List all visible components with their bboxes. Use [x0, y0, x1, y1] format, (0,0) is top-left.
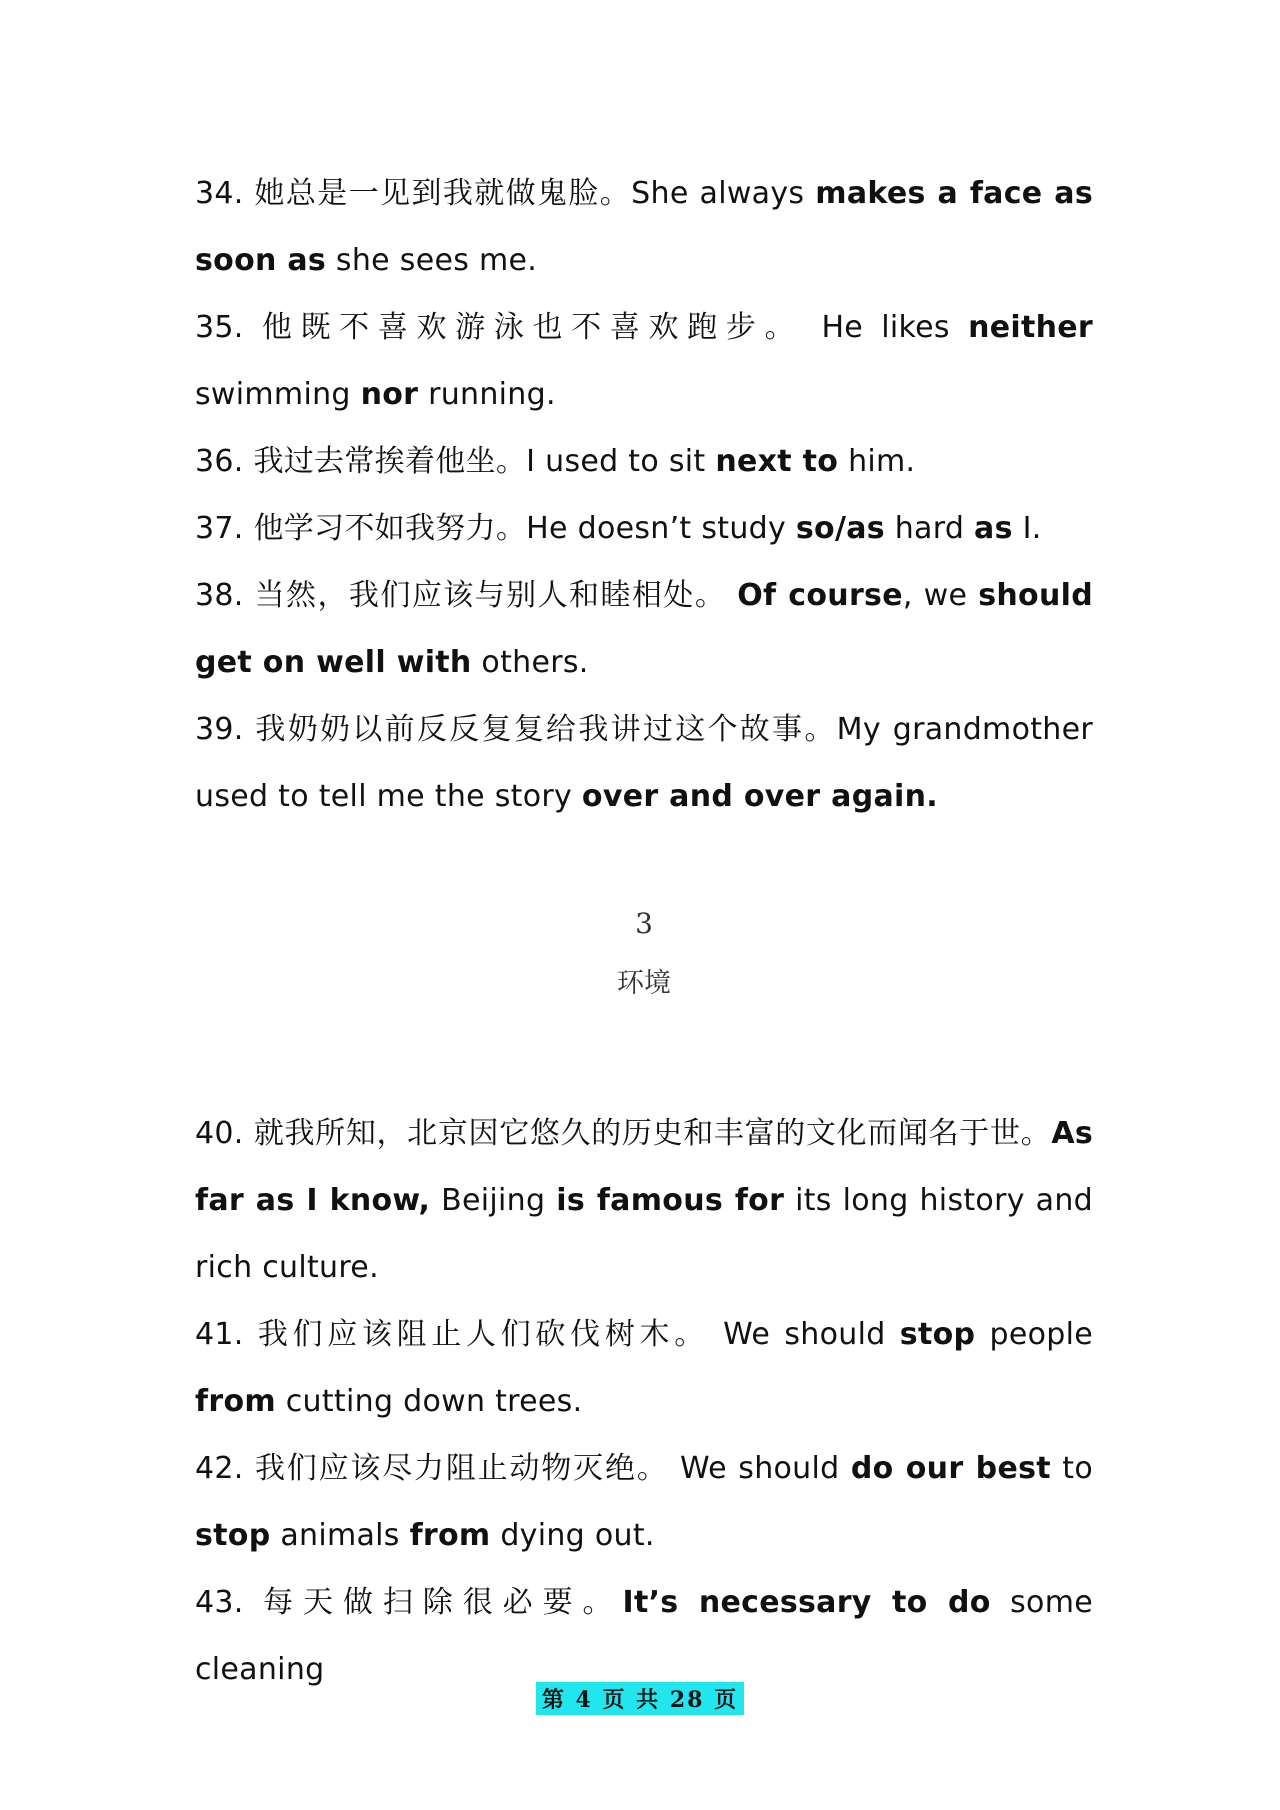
sentence-item — [195, 160, 1093, 294]
key-phrase: neither — [968, 310, 1093, 345]
key-phrase: stop — [899, 1317, 976, 1352]
sentence-text: others. — [471, 645, 589, 680]
sentence-text: 38. 当然，我们应该与别人和睦相处。 — [195, 578, 738, 613]
sentence-text: animals — [270, 1518, 410, 1553]
page-number-label: 第 4 页 共 28 页 — [536, 1682, 744, 1715]
page-footer — [0, 1682, 1280, 1715]
key-phrase: makes a face as soon as — [195, 176, 1093, 278]
sentence-item — [195, 562, 1093, 696]
sentence-text: cutting down trees. — [275, 1384, 583, 1419]
section-title: 环境 — [617, 968, 671, 999]
sentence-text: hard — [884, 511, 975, 546]
sentence-text: , we — [902, 578, 979, 613]
key-phrase: from — [409, 1518, 491, 1553]
sentence-text: to — [1050, 1451, 1093, 1486]
key-phrase: stop — [195, 1518, 271, 1553]
sentence-text: dying out. — [490, 1518, 655, 1553]
sentence-text: she sees me. — [326, 243, 538, 278]
sentence-text: him. — [838, 444, 916, 479]
section-heading — [195, 894, 1093, 1014]
sentence-text: 39. 我奶奶以前反反复复给我讲过这个故事。My grandmother used to tell me the story — [195, 712, 1093, 814]
sentence-text: 42. 我们应该尽力阻止动物灭绝。 We should — [195, 1451, 851, 1486]
sentence-item — [195, 696, 1093, 830]
key-phrase: As far as I know, — [195, 1116, 1093, 1218]
sentence-text: 34. 她总是一见到我就做鬼脸。She always — [195, 176, 816, 211]
sentence-list-part-2 — [195, 1100, 1093, 1703]
sentence-text: its long history and rich culture. — [195, 1183, 1094, 1285]
key-phrase: from — [195, 1384, 276, 1419]
key-phrase: nor — [360, 377, 419, 412]
section-number: 3 — [635, 907, 653, 940]
key-phrase: as — [974, 511, 1013, 546]
key-phrase: It’s necessary to do — [622, 1585, 991, 1620]
sentence-text: people — [975, 1317, 1093, 1352]
sentence-text: 43. 每天做扫除很必要。 — [195, 1585, 623, 1620]
sentence-text: some cleaning — [195, 1585, 1093, 1687]
sentence-text: running. — [418, 377, 556, 412]
sentence-text: swimming — [195, 377, 361, 412]
sentence-text: 36. 我过去常挨着他坐。I used to sit — [195, 444, 716, 479]
section-spacer — [195, 1014, 1093, 1100]
sentence-text: 35. 他既不喜欢游泳也不喜欢跑步。 He likes — [195, 310, 969, 345]
sentence-item — [195, 1301, 1093, 1435]
sentence-list-part-1 — [195, 160, 1093, 830]
key-phrase: Of course — [737, 578, 903, 613]
key-phrase: is famous for — [556, 1183, 785, 1218]
sentence-item — [195, 495, 1093, 562]
key-phrase: do our best — [850, 1451, 1051, 1486]
document-page — [195, 160, 1093, 1703]
sentence-text: 40. 就我所知，北京因它悠久的历史和丰富的文化而闻名于世。 — [195, 1116, 1052, 1151]
key-phrase: so/as — [795, 511, 885, 546]
sentence-item — [195, 1435, 1093, 1569]
sentence-text: 37. 他学习不如我努力。He doesn’t study — [195, 511, 796, 546]
sentence-item — [195, 294, 1093, 428]
key-phrase: over and over again. — [581, 779, 938, 814]
sentence-text: 41. 我们应该阻止人们砍伐树木。 We should — [195, 1317, 900, 1352]
sentence-text: Beijing — [430, 1183, 557, 1218]
key-phrase: next to — [715, 444, 839, 479]
sentence-item — [195, 1100, 1093, 1301]
sentence-text: I. — [1012, 511, 1042, 546]
key-phrase: should get on well with — [195, 578, 1093, 680]
sentence-item — [195, 428, 1093, 495]
